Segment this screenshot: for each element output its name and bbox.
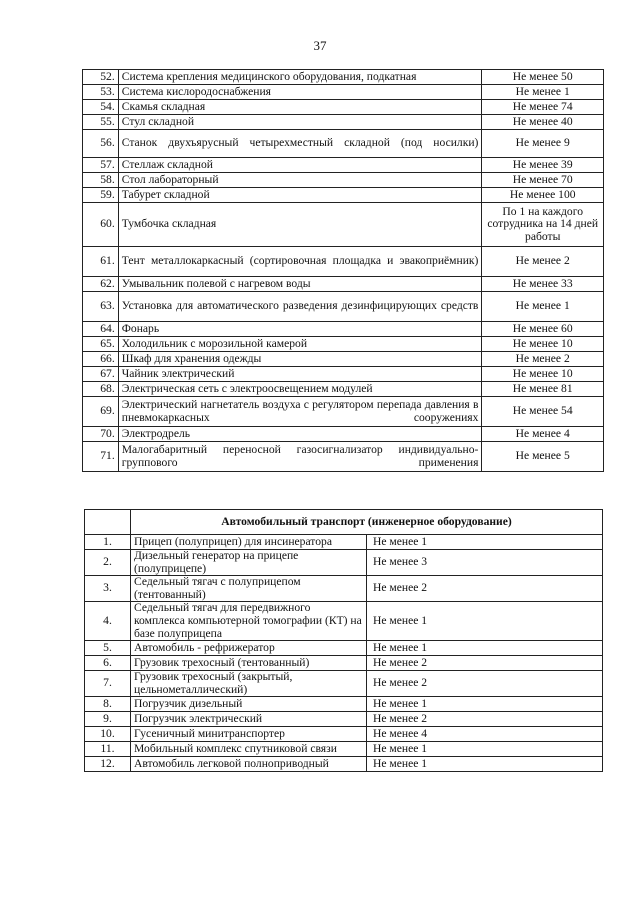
item-quantity: Не менее 100 — [482, 188, 604, 203]
row-number: 58. — [83, 173, 119, 188]
table-row — [83, 203, 604, 247]
table-row — [85, 757, 603, 772]
item-quantity: Не менее 4 — [482, 427, 604, 442]
item-quantity: По 1 на каждого сотрудника на 14 дней работы — [482, 203, 604, 247]
row-number: 70. — [83, 427, 119, 442]
item-quantity: Не менее 10 — [482, 367, 604, 382]
equipment-table-body — [83, 70, 604, 472]
item-name: Электрическая сеть с электроосвещением модулей — [118, 382, 482, 397]
vehicle-quantity: Не менее 1 — [367, 757, 603, 772]
item-name: Шкаф для хранения одежды — [118, 352, 482, 367]
item-name: Стеллаж складной — [118, 158, 482, 173]
vehicle-quantity: Не менее 1 — [367, 602, 603, 641]
item-name: Холодильник с морозильной камерой — [118, 337, 482, 352]
vehicle-name: Погрузчик дизельный — [131, 697, 367, 712]
item-quantity: Не менее 74 — [482, 100, 604, 115]
row-number: 62. — [83, 277, 119, 292]
item-quantity: Не менее 70 — [482, 173, 604, 188]
table-row — [83, 277, 604, 292]
page-number: 37 — [313, 38, 327, 53]
row-number: 53. — [83, 85, 119, 100]
vehicle-name: Грузовик трехосный (закрытый, цельнометаллический) — [131, 671, 367, 697]
table-row — [83, 442, 604, 472]
item-name: Чайник электрический — [118, 367, 482, 382]
item-name: Стол лабораторный — [118, 173, 482, 188]
vehicle-quantity: Не менее 1 — [367, 742, 603, 757]
item-name: Табурет складной — [118, 188, 482, 203]
item-quantity: Не менее 50 — [482, 70, 604, 85]
item-name: Электродрель — [118, 427, 482, 442]
row-number: 54. — [83, 100, 119, 115]
item-name: Система кислородоснабжения — [118, 85, 482, 100]
table-row — [85, 727, 603, 742]
item-name: Тент металлокаркасный (сортировочная площадка и эвакоприёмник) — [118, 247, 482, 277]
item-quantity: Не менее 1 — [482, 85, 604, 100]
row-number: 1. — [85, 535, 131, 550]
item-quantity: Не менее 60 — [482, 322, 604, 337]
table-row — [83, 85, 604, 100]
table-row — [83, 247, 604, 277]
item-name: Электрический нагнетатель воздуха с регулятором перепада давления в пневмокаркасных сооружениях — [118, 397, 482, 427]
item-name: Стул складной — [118, 115, 482, 130]
table-row — [83, 158, 604, 173]
vehicle-name: Седельный тягач с полуприцепом (тентованный) — [131, 576, 367, 602]
row-number: 65. — [83, 337, 119, 352]
table-row — [83, 397, 604, 427]
row-number: 3. — [85, 576, 131, 602]
row-number: 68. — [83, 382, 119, 397]
vehicle-quantity: Не менее 2 — [367, 712, 603, 727]
vehicles-table-body — [85, 510, 603, 772]
table-row — [83, 292, 604, 322]
equipment-table — [82, 69, 604, 472]
table-row — [85, 641, 603, 656]
row-number: 69. — [83, 397, 119, 427]
table-row — [85, 602, 603, 641]
vehicle-quantity: Не менее 1 — [367, 697, 603, 712]
row-number: 71. — [83, 442, 119, 472]
item-quantity: Не менее 33 — [482, 277, 604, 292]
item-name: Станок двухъярусный четырехместный складной (под носилки) — [118, 130, 482, 158]
row-number: 10. — [85, 727, 131, 742]
row-number: 2. — [85, 550, 131, 576]
row-number: 59. — [83, 188, 119, 203]
item-quantity: Не менее 1 — [482, 292, 604, 322]
row-number: 57. — [83, 158, 119, 173]
item-name: Тумбочка складная — [118, 203, 482, 247]
vehicle-name: Дизельный генератор на прицепе (полуприцепе) — [131, 550, 367, 576]
table-row — [85, 697, 603, 712]
row-number: 55. — [83, 115, 119, 130]
row-number: 67. — [83, 367, 119, 382]
item-quantity: Не менее 81 — [482, 382, 604, 397]
row-number: 7. — [85, 671, 131, 697]
vehicle-name: Мобильный комплекс спутниковой связи — [131, 742, 367, 757]
vehicle-name: Автомобиль - рефрижератор — [131, 641, 367, 656]
table-row — [85, 550, 603, 576]
table-row — [83, 322, 604, 337]
item-quantity: Не менее 40 — [482, 115, 604, 130]
row-number: 64. — [83, 322, 119, 337]
vehicle-name: Грузовик трехосный (тентованный) — [131, 656, 367, 671]
vehicle-quantity: Не менее 1 — [367, 535, 603, 550]
vehicles-table-heading: Автомобильный транспорт (инженерное оборудование) — [131, 510, 603, 535]
row-number: 52. — [83, 70, 119, 85]
table-row — [83, 70, 604, 85]
table-row — [85, 712, 603, 727]
row-number: 4. — [85, 602, 131, 641]
table-row — [83, 337, 604, 352]
item-name: Установка для автоматического разведения дезинфицирующих средств — [118, 292, 482, 322]
vehicle-quantity: Не менее 4 — [367, 727, 603, 742]
vehicle-name: Автомобиль легковой полноприводный — [131, 757, 367, 772]
header-empty-cell — [85, 510, 131, 535]
table-row — [85, 656, 603, 671]
item-name: Умывальник полевой с нагревом воды — [118, 277, 482, 292]
table-row — [83, 130, 604, 158]
table-row — [83, 427, 604, 442]
vehicles-table — [84, 509, 603, 772]
table-row — [83, 188, 604, 203]
table-row — [83, 115, 604, 130]
table-row — [85, 535, 603, 550]
table-row — [85, 671, 603, 697]
row-number: 11. — [85, 742, 131, 757]
item-name: Система крепления медицинского оборудования, подкатная — [118, 70, 482, 85]
row-number: 66. — [83, 352, 119, 367]
table-row — [83, 100, 604, 115]
item-quantity: Не менее 10 — [482, 337, 604, 352]
item-quantity: Не менее 9 — [482, 130, 604, 158]
row-number: 6. — [85, 656, 131, 671]
table-row — [83, 367, 604, 382]
vehicle-name: Погрузчик электрический — [131, 712, 367, 727]
vehicle-quantity: Не менее 1 — [367, 641, 603, 656]
vehicle-name: Седельный тягач для передвижного комплекса компьютерной томографии (КТ) на базе полуприцепа — [131, 602, 367, 641]
vehicle-quantity: Не менее 2 — [367, 656, 603, 671]
item-quantity: Не менее 5 — [482, 442, 604, 472]
table-row — [85, 742, 603, 757]
table-row — [85, 576, 603, 602]
table-row — [83, 173, 604, 188]
row-number: 60. — [83, 203, 119, 247]
row-number: 8. — [85, 697, 131, 712]
row-number: 63. — [83, 292, 119, 322]
row-number: 5. — [85, 641, 131, 656]
vehicle-quantity: Не менее 3 — [367, 550, 603, 576]
vehicles-table-header-row — [85, 510, 603, 535]
item-quantity: Не менее 54 — [482, 397, 604, 427]
item-quantity: Не менее 39 — [482, 158, 604, 173]
item-name: Скамья складная — [118, 100, 482, 115]
table-row — [83, 382, 604, 397]
row-number: 61. — [83, 247, 119, 277]
vehicle-name: Прицеп (полуприцеп) для инсинератора — [131, 535, 367, 550]
vehicle-name: Гусеничный минитранспортер — [131, 727, 367, 742]
row-number: 56. — [83, 130, 119, 158]
item-quantity: Не менее 2 — [482, 352, 604, 367]
vehicle-quantity: Не менее 2 — [367, 671, 603, 697]
vehicle-quantity: Не менее 2 — [367, 576, 603, 602]
item-name: Фонарь — [118, 322, 482, 337]
row-number: 12. — [85, 757, 131, 772]
item-quantity: Не менее 2 — [482, 247, 604, 277]
table-row — [83, 352, 604, 367]
item-name: Малогабаритный переносной газосигнализатор индивидуально-группового применения — [118, 442, 482, 472]
row-number: 9. — [85, 712, 131, 727]
